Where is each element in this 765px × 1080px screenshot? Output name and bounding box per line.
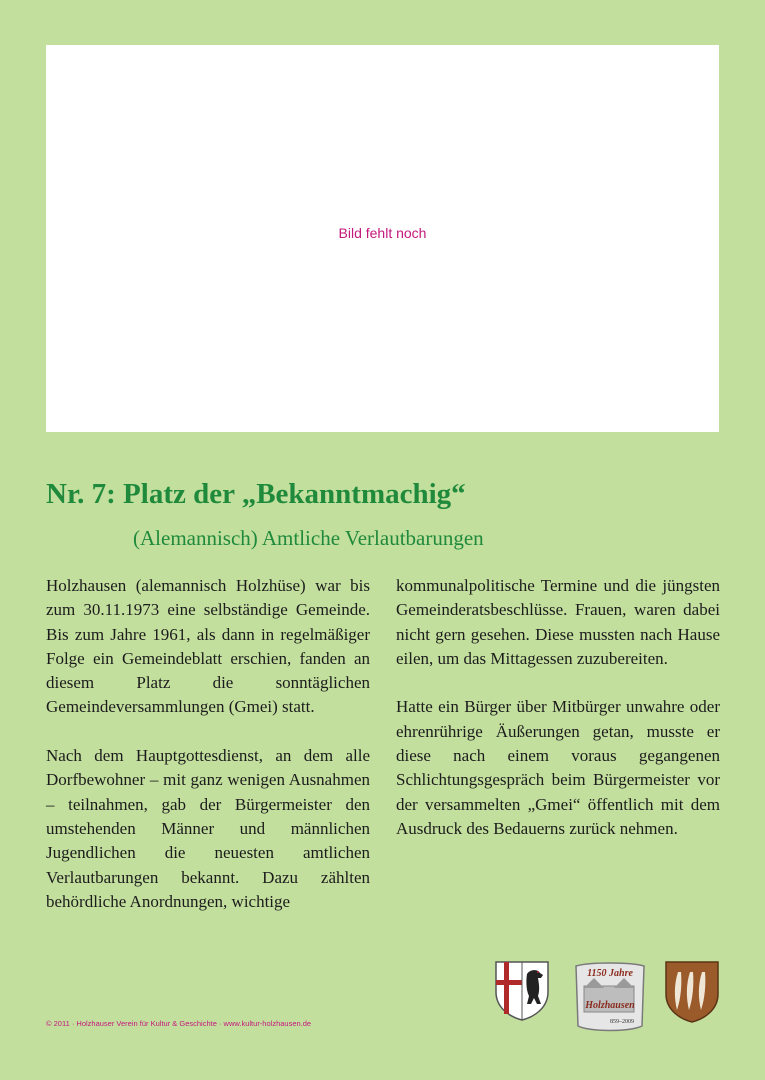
page-title: Nr. 7: Platz der „Bekanntmachig“ [46,478,466,510]
footer-copyright: © 2011 · Holzhauser Verein für Kultur & Geschichte · www.kultur-holzhausen.de [46,1019,312,1028]
photo-placeholder [46,45,719,432]
paragraph: Hatte ein Bürger über Mitbürger unwahre oder ehrenrührige Äußerungen getan, musste er diese nach einem voraus gegangenen Schlichtungsgespräch beim Bürgermeister vor der versammelten „Gmei“ öffentlich mit dem Ausdruck des Bedauerns zurück nehmen. [396,697,720,838]
paragraph: Nach dem Hauptgottesdienst, an dem alle Dorfbewohner – mit ganz wenigen Ausnahmen – teilnahmen, gab der Bürgermeister den umstehenden Männer und männlichen Jugendlichen die neuesten amtlichen Verlautbarungen bekannt. Dazu zählten behördliche Anordnungen, wichtige [46,746,370,911]
anniversary-seal-icon [570,960,650,1034]
page-subtitle: (Alemannisch) Amtliche Verlautbarungen [133,526,484,550]
seal-line1: 1150 Jahre [587,968,633,979]
seal-years: 859–2009 [610,1019,634,1025]
paragraph: Holzhausen (alemannisch Holzhüse) war bis zum 30.11.1973 eine selbständige Gemeinde. Bis zum Jahre 1961, als dann in regelmäßiger Folge ein Gemeindeblatt erschien, fanden an diesem Platz die sonntäglichen Gemeindeversammlungen (Gmei) statt. [46,576,370,717]
text-column-left [46,574,370,938]
text-column-right [396,574,720,866]
seal-line2: Holzhausen [585,1000,635,1011]
photo-placeholder-text: Bild fehlt noch [338,224,427,241]
coat-of-arms-stripes-icon [664,960,720,1024]
paragraph: kommunalpolitische Termine und die jüngsten Gemeinderatsbeschlüsse. Frauen, waren dabei nicht gern gesehen. Diese mussten nach Hause eilen, um das Mittagessen zuzubereiten. [396,576,720,668]
coat-of-arms-bear-icon [494,960,550,1022]
